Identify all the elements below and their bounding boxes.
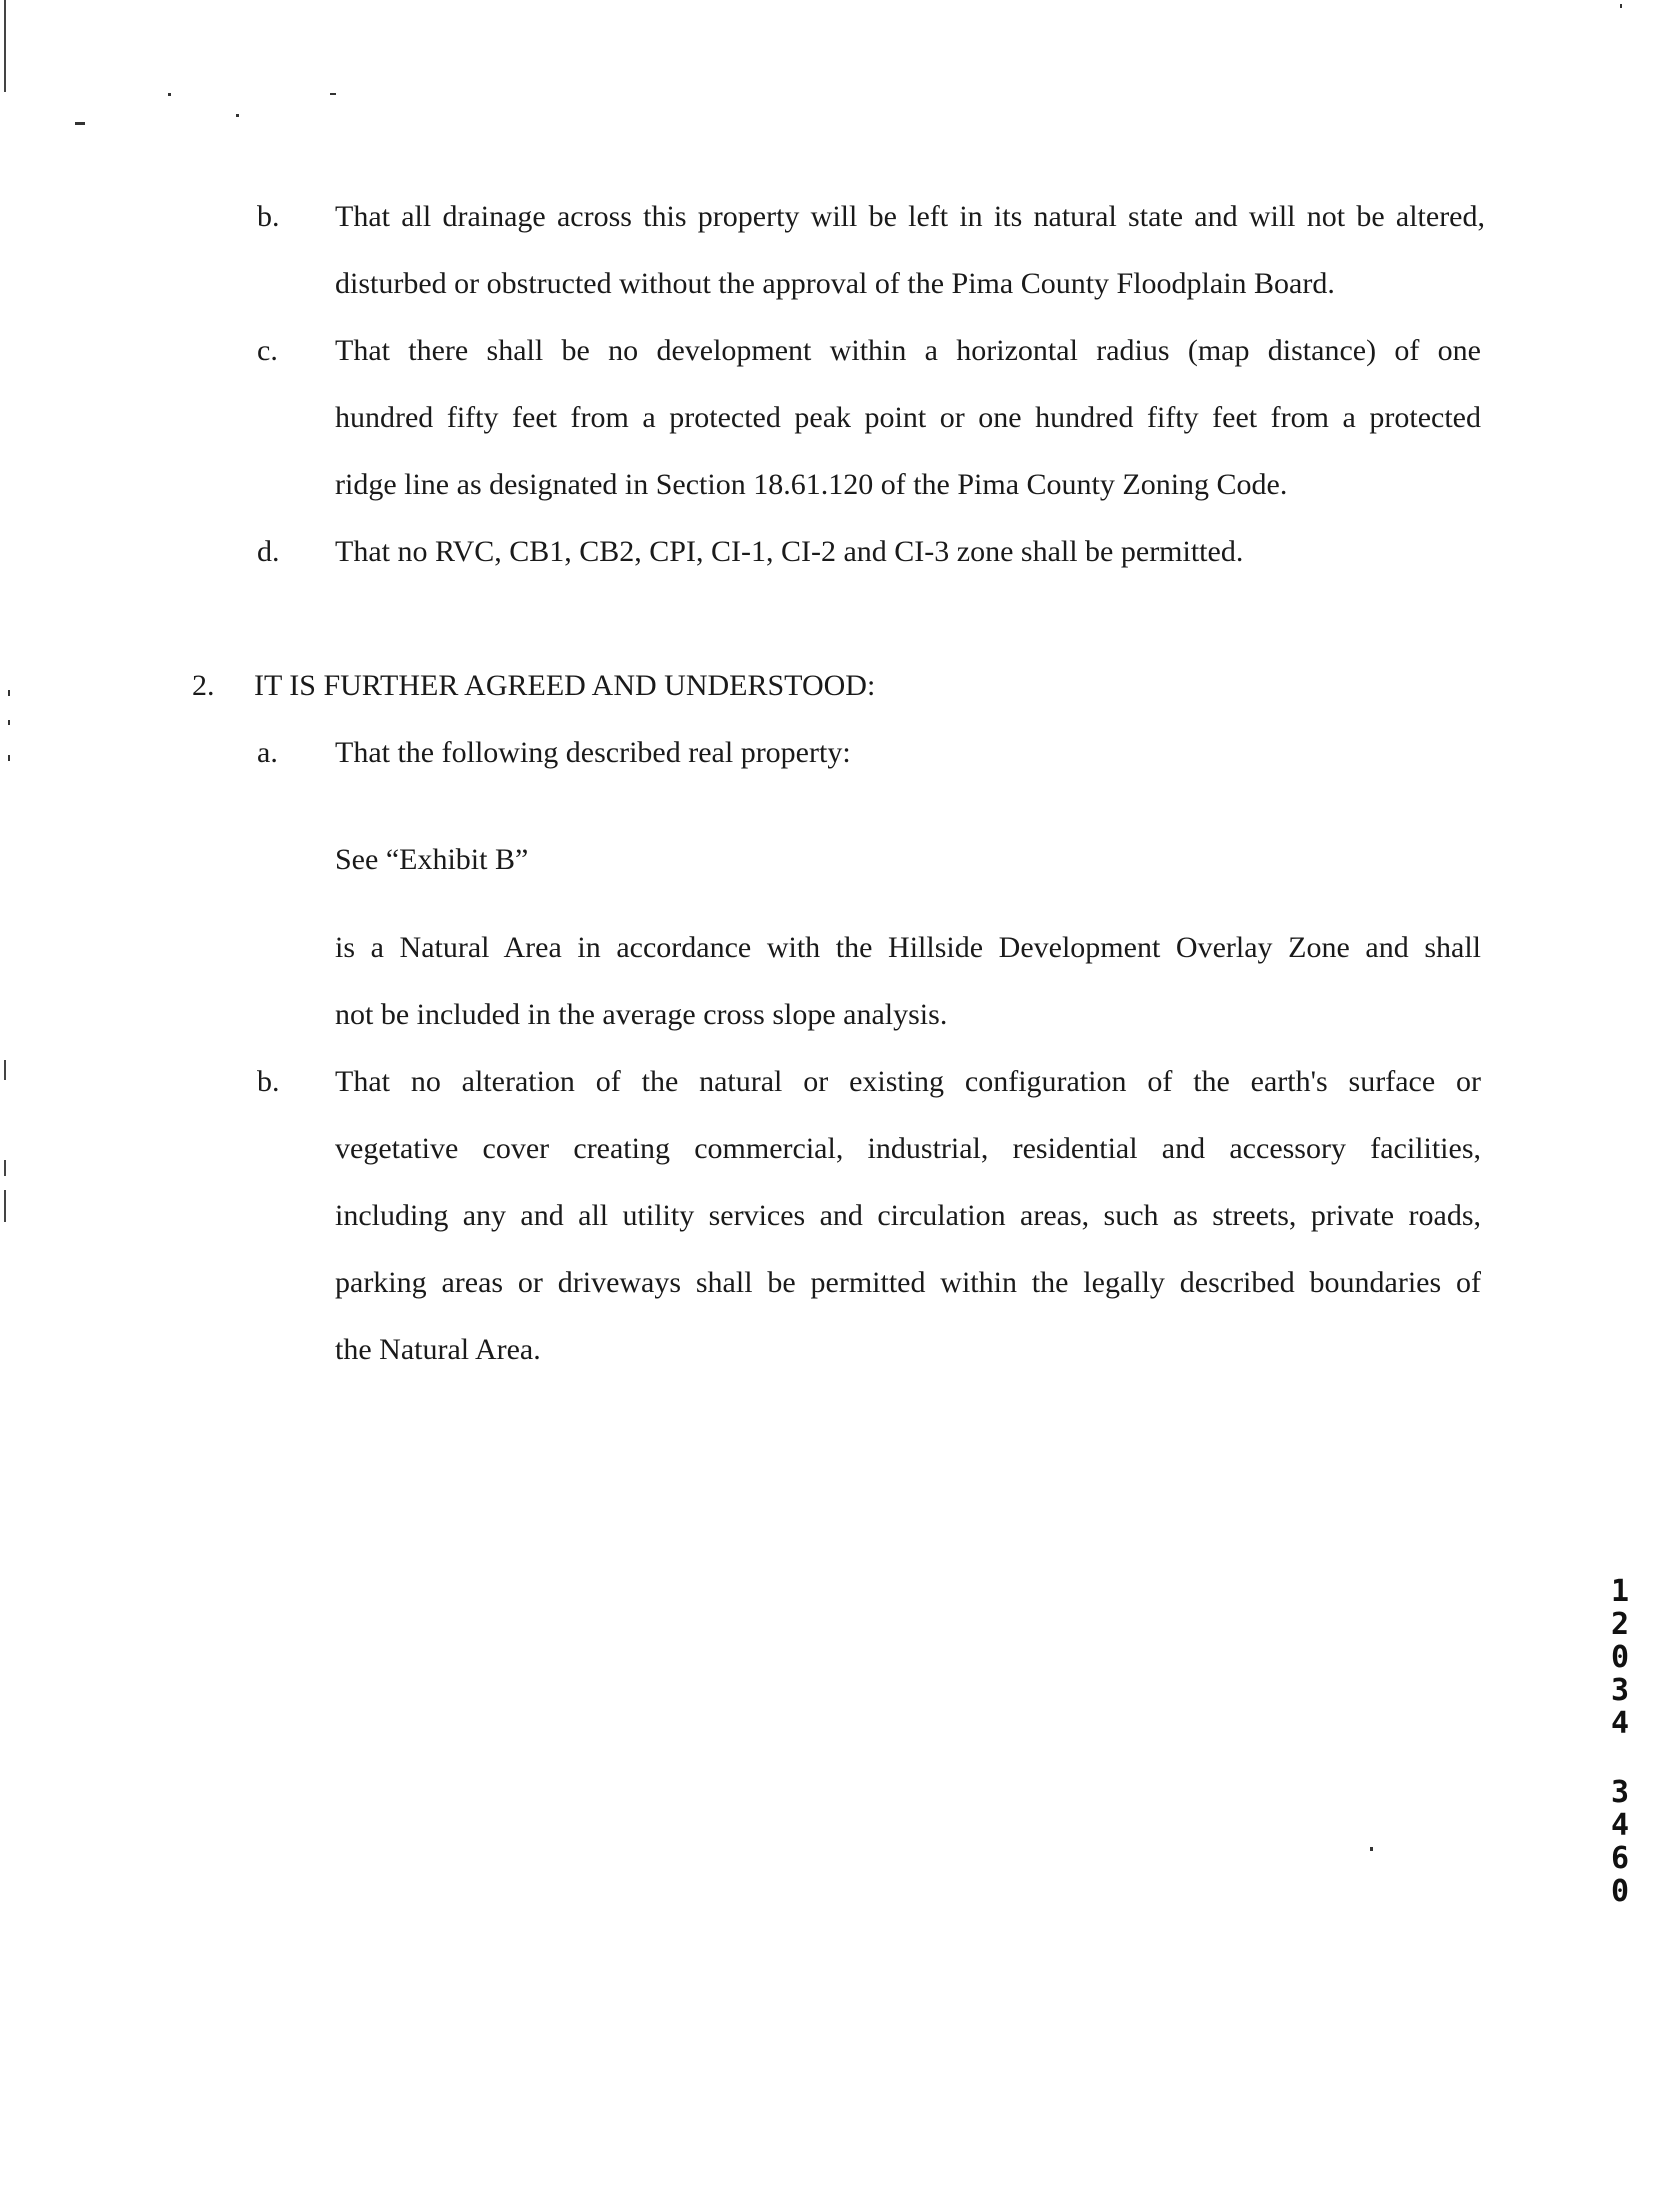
- section-2-item-b-line-4: parking areas or driveways shall be permitted within the legally described boundaries of: [335, 1266, 1481, 1299]
- scan-speck: [330, 93, 336, 95]
- section-2-number: 2.: [192, 669, 215, 702]
- stamp-digit: 4: [1610, 1808, 1630, 1843]
- stamp-digit: 3: [1610, 1673, 1630, 1708]
- item-b-marker: b.: [257, 200, 280, 233]
- section-2-item-a-line-1: That the following described real property:: [335, 736, 851, 769]
- section-2-item-a-cont-1: is a Natural Area in accordance with the Hillside Development Overlay Zone and shall: [335, 931, 1481, 964]
- section-2-item-b-line-5: the Natural Area.: [335, 1333, 541, 1366]
- item-d-marker: d.: [257, 535, 280, 568]
- item-c-line-1: That there shall be no development within a horizontal radius (map distance) of one: [335, 334, 1481, 367]
- scan-speck: [1370, 1847, 1373, 1851]
- stamp-digit: 4: [1610, 1706, 1630, 1741]
- item-c-line-3: ridge line as designated in Section 18.61.120 of the Pima County Zoning Code.: [335, 468, 1288, 501]
- item-b-line-1: That all drainage across this property will be left in its natural state and will not be altered,: [335, 200, 1485, 233]
- item-d-line-1: That no RVC, CB1, CB2, CPI, CI-1, CI-2 and CI-3 zone shall be permitted.: [335, 535, 1244, 568]
- scan-speck: [1620, 4, 1622, 8]
- exhibit-reference: See “Exhibit B”: [335, 843, 529, 876]
- section-2-item-b-marker: b.: [257, 1065, 280, 1098]
- scan-speck: [8, 690, 10, 696]
- section-2-item-b-line-2: vegetative cover creating commercial, industrial, residential and accessory facilities,: [335, 1132, 1481, 1165]
- item-c-marker: c.: [257, 334, 278, 367]
- scan-edge-mark: [4, 1060, 6, 1080]
- scan-speck: [168, 93, 171, 96]
- section-2-heading: IT IS FURTHER AGREED AND UNDERSTOOD:: [254, 669, 876, 702]
- scan-edge-mark: [4, 1160, 6, 1176]
- section-2-item-b-line-1: That no alteration of the natural or existing configuration of the earth's surface or: [335, 1065, 1481, 1098]
- stamp-digit: 0: [1610, 1874, 1630, 1909]
- scan-edge-mark: [4, 1190, 6, 1222]
- scan-speck: [75, 122, 85, 125]
- stamp-digit: 0: [1610, 1640, 1630, 1675]
- stamp-digit: 2: [1610, 1607, 1630, 1642]
- scan-speck: [8, 720, 10, 725]
- item-c-line-2: hundred fifty feet from a protected peak point or one hundred fifty feet from a protected: [335, 401, 1481, 434]
- section-2-item-b-line-3: including any and all utility services and circulation areas, such as streets, private roads,: [335, 1199, 1481, 1232]
- stamp-digit: 3: [1610, 1775, 1630, 1810]
- scan-speck: [8, 755, 10, 761]
- section-2-item-a-marker: a.: [257, 736, 278, 769]
- section-2-item-a-cont-2: not be included in the average cross slope analysis.: [335, 998, 948, 1031]
- scan-speck: [236, 114, 239, 117]
- item-b-line-2: disturbed or obstructed without the approval of the Pima County Floodplain Board.: [335, 267, 1335, 300]
- stamp-digit: 6: [1610, 1841, 1630, 1876]
- scan-edge-mark: [4, 0, 6, 92]
- stamp-digit: 1: [1610, 1574, 1630, 1609]
